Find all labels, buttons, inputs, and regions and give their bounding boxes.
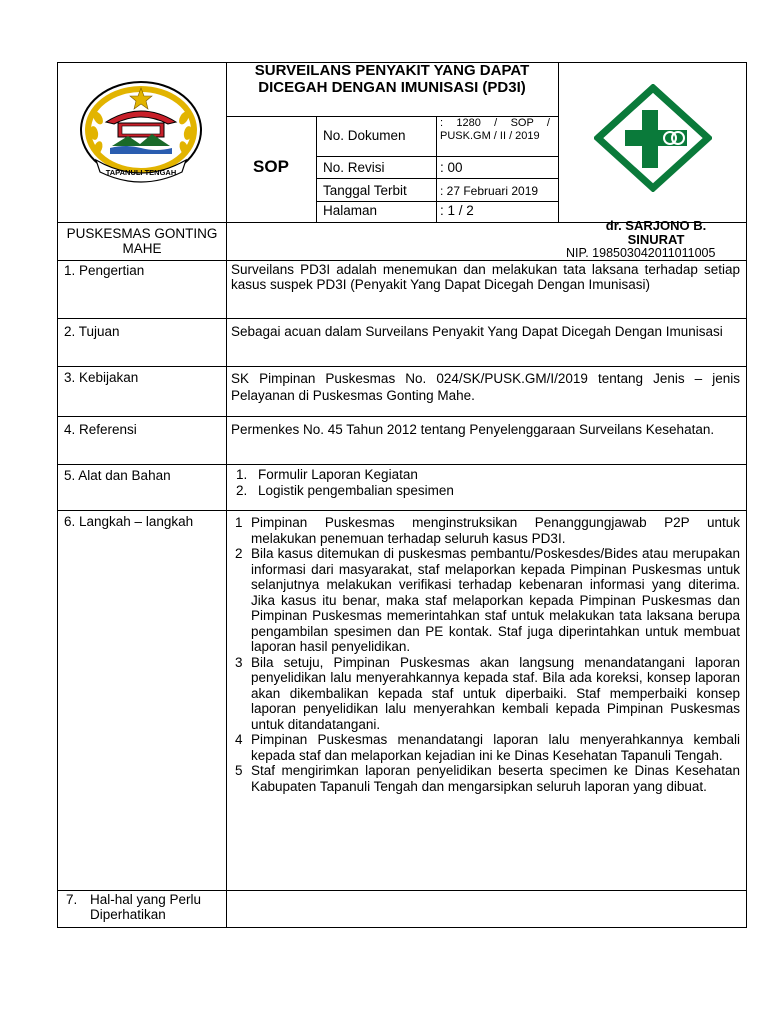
row-line-3	[57, 366, 747, 367]
row-line-5	[57, 464, 747, 465]
document-title: SURVEILANS PENYAKIT YANG DAPAT DICEGAH DENGAN IMUNISASI (PD3I)	[254, 62, 530, 96]
issue-date-value: : 27 Februari 2019	[440, 184, 539, 198]
row-line-6	[57, 510, 747, 511]
row-line-2	[57, 318, 747, 319]
label-column-divider	[226, 260, 227, 928]
signatory-name: dr. SARJONO B. SINURAT	[605, 218, 707, 247]
facility-name: PUSKESMAS GONTING MAHE	[66, 226, 218, 256]
row-line-4	[57, 416, 747, 417]
meta-line-1	[316, 156, 558, 157]
revision-value: : 00	[440, 160, 463, 175]
header-divider-right	[558, 62, 559, 222]
svg-text:TAPANULI TENGAH: TAPANULI TENGAH	[105, 168, 177, 177]
sop-divider	[316, 116, 317, 222]
list-item: 3 Bila setuju, Pimpinan Puskesmas akan langsung menandatangani laporan penyelidikan lalu menyerahkannya kepada staf. Bila ada koreksi, konsep laporan akan dikembalikan kepada staf untuk diperbaiki. Staf memperbaiki konsep laporan penyelidikan lalu menyerahkan kembali kepada Pimpinan Puskesmas untuk ditandatangani.	[235, 654, 740, 732]
doc-number-label: No. Dokumen	[323, 128, 406, 143]
page-value: : 1 / 2	[440, 203, 474, 218]
tapanuli-tengah-emblem-icon	[76, 78, 206, 186]
section-text-kebijakan: SK Pimpinan Puskesmas No. 024/SK/PUSK.GM/I/2019 tentang Jenis – jenis Pelayanan di Puskesmas Gonting Mahe.	[231, 371, 740, 403]
alat-list	[228, 467, 738, 499]
section-text-tujuan: Sebagai acuan dalam Surveilans Penyakit Yang Dapat Dicegah Dengan Imunisasi	[231, 324, 723, 339]
list-item: 2. Logistik pengembalian spesimen	[236, 483, 454, 498]
table-border-bottom	[57, 927, 747, 928]
section-number-perhatian: 7.	[66, 892, 78, 907]
list-item: 1. Formulir Laporan Kegiatan	[236, 467, 418, 482]
section-label-langkah: 6. Langkah – langkah	[64, 514, 194, 529]
section-label-referensi: 4. Referensi	[64, 422, 137, 437]
section-label-kebijakan: 3. Kebijakan	[64, 370, 139, 385]
section-label-pengertian: 1. Pengertian	[64, 263, 145, 278]
puskesmas-logo-icon	[594, 84, 712, 192]
table-border-right	[746, 62, 747, 928]
row-line-7	[57, 890, 747, 891]
meta-divider	[436, 116, 437, 222]
page-label: Halaman	[323, 203, 378, 218]
list-item: 2 Bila kasus ditemukan di puskesmas pembantu/Poskesdes/Bides atau merupakan informasi dari masyarakat, staf melaporkan kepada Pimpinan Puskesmas untuk selanjutnya melakukan verifikasi terhadap kebenaran informasi yang diterima. Jika kasus itu benar, maka staf melaporkan kepada Pimpinan Puskesmas dan Pimpinan Puskesmas memerintahkan staf untuk melakukan tata laksana berupa pengambilan spesimen dan PE kontak. Staf juga diperintahkan untuk membuat laporan hasil penyelidikan.	[235, 546, 740, 654]
section-text-referensi: Permenkes No. 45 Tahun 2012 tentang Penyelenggaraan Surveilans Kesehatan.	[231, 422, 715, 437]
issue-date-label: Tanggal Terbit	[323, 183, 407, 198]
meta-line-2	[316, 178, 558, 179]
sop-label: SOP	[253, 157, 289, 176]
langkah-list	[229, 515, 740, 794]
signatory-nip: NIP. 198503042011011005	[566, 246, 716, 260]
section-label-perhatian: Hal-hal yang Perlu Diperhatikan	[90, 892, 202, 922]
table-border-left	[57, 62, 58, 928]
meta-line-3	[316, 201, 558, 202]
list-item: 5 Staf mengirimkan laporan penyelidikan beserta specimen ke Dinas Kesehatan Kabupaten Tapanuli Tengah dan mengarsipkan seluruh laporan yang dibuat.	[235, 763, 740, 794]
revision-label: No. Revisi	[323, 160, 385, 175]
doc-number-value: : 1280 / SOP / PUSK.GM / II / 2019	[440, 117, 550, 142]
row-line-1	[57, 260, 747, 261]
section-label-tujuan: 2. Tujuan	[64, 324, 120, 339]
list-item: 1 Pimpinan Puskesmas menginstruksikan Penanggungjawab P2P untuk melakukan penemuan terhadap seluruh kasus PD3I.	[235, 515, 740, 546]
list-item: 4 Pimpinan Puskesmas menandatangi laporan lalu menyerahkannya kembali kepada staf dan melaporkan kejadian ini ke Dinas Kesehatan Tapanuli Tengah.	[235, 732, 740, 763]
section-text-pengertian: Surveilans PD3I adalah menemukan dan melakukan tata laksana terhadap setiap kasus suspek PD3I (Penyakit Yang Dapat Dicegah Dengan Imunisasi)	[231, 262, 740, 292]
section-label-alat: 5. Alat dan Bahan	[64, 468, 171, 483]
